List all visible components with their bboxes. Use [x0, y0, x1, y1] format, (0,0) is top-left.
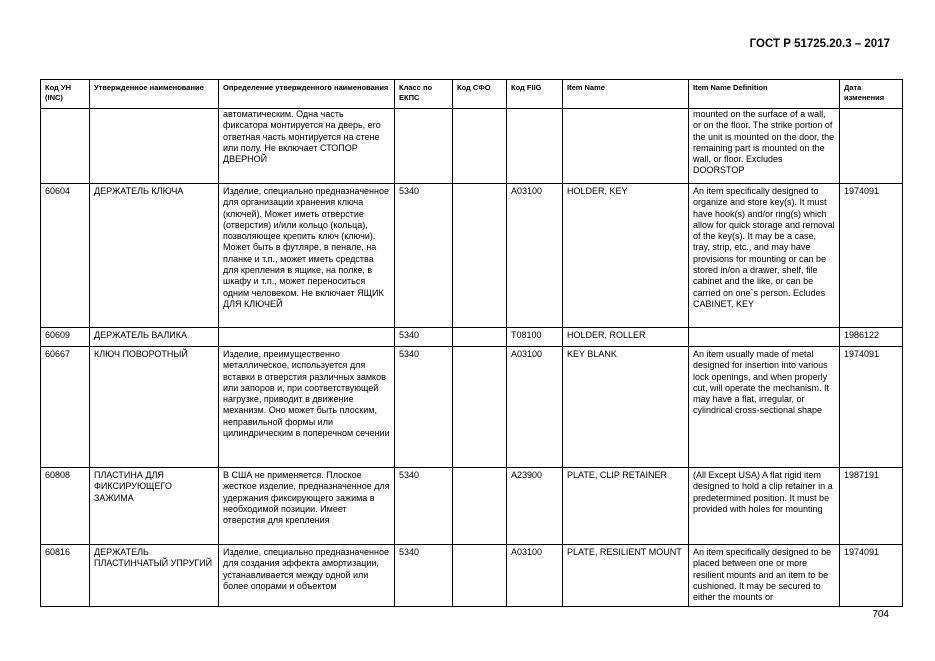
cell-item-definition: (All Except USA) A flat rigid item designed to hold a clip retainer in a predetermined position. It must be provided with holes for mounting	[689, 468, 840, 545]
cell-fiig: A03100	[507, 184, 563, 328]
cell-inc: 60604	[41, 184, 90, 328]
column-header-item-definition: Item Name Definition	[689, 80, 840, 109]
cell-inc: 60808	[41, 468, 90, 545]
table-row	[41, 328, 903, 347]
table-header-row	[41, 80, 903, 109]
cell-definition-ru: Изделие, специально предназначенное для создания эффекта амортизации, устанавливается между одной или более опорами и объектом	[219, 545, 395, 607]
column-header-name-ru: Утвержденное наименование	[90, 80, 219, 109]
cell-date: 1987191	[840, 468, 903, 545]
cell-item-definition: An item specifically designed to be placed between one or more resilient mounts and an item to be cushioned. It may be secured to either the mounts or	[689, 545, 840, 607]
cell-class: 5340	[395, 347, 453, 468]
cell-date	[840, 109, 903, 184]
cell-date: 1974091	[840, 347, 903, 468]
cell-item-definition	[689, 328, 840, 347]
cell-fiig: A23900	[507, 468, 563, 545]
document-number: ГОСТ Р 51725.20.3 – 2017	[749, 38, 890, 50]
column-header-item-name: Item Name	[563, 80, 689, 109]
cell-item-name: PLATE, CLIP RETAINER	[563, 468, 689, 545]
cell-sfo	[453, 184, 507, 328]
cell-inc: 60609	[41, 328, 90, 347]
table-row	[41, 545, 903, 607]
table-row	[41, 184, 903, 328]
cell-name-ru	[90, 109, 219, 184]
cell-name-ru: ПЛАСТИНА ДЛЯ ФИКСИРУЮЩЕГО ЗАЖИМА	[90, 468, 219, 545]
cell-definition-ru	[219, 328, 395, 347]
cell-name-ru: ДЕРЖАТЕЛЬ КЛЮЧА	[90, 184, 219, 328]
column-header-date: Дата изменения	[840, 80, 903, 109]
cell-fiig: A03100	[507, 347, 563, 468]
cell-inc: 60816	[41, 545, 90, 607]
column-header-class: Класс по ЕКПС	[395, 80, 453, 109]
cell-item-name: KEY BLANK	[563, 347, 689, 468]
cell-inc: 60667	[41, 347, 90, 468]
table-row	[41, 109, 903, 184]
cell-class: 5340	[395, 184, 453, 328]
column-header-fiig: Код FIIG	[507, 80, 563, 109]
cell-definition-ru: Изделие, специально предназначенное для организации хранения ключа (ключей). Может иметь отверстие (отверстия) и/или кольцо (кольца), позволяющее крепить ключ (ключи). Может быть в футляре, в пенале, на планке и т.п., может иметь средства для крепления в ящике, на полке, в шкафу и т.п., может переноситься одним человеком. Не включает ЯЩИК ДЛЯ КЛЮЧЕЙ	[219, 184, 395, 328]
cell-class	[395, 109, 453, 184]
table-row	[41, 347, 903, 468]
cell-class: 5340	[395, 328, 453, 347]
cell-item-definition: mounted on the surface of a wall, or on the floor. The strike portion of the unit is mounted on the door, the remaining part is mounted on the wall, or floor. Excludes DOORSTOP	[689, 109, 840, 184]
column-header-inc: Код УН (INC)	[41, 80, 90, 109]
cell-sfo	[453, 109, 507, 184]
column-header-sfo: Код СФО	[453, 80, 507, 109]
cell-sfo	[453, 328, 507, 347]
cell-item-definition: An item specifically designed to organize and store key(s). It must have hook(s) and/or ring(s) which allow for quick storage and removal of the key(s). It may be a case, tray, strip, etc., and may have provisions for mounting or can be stored in/on a drawer, shelf, file cabinet and the like, or can be carried on one`s person. Ecludes CABINET, KEY	[689, 184, 840, 328]
cell-name-ru: ДЕРЖАТЕЛЬ ВАЛИКА	[90, 328, 219, 347]
cell-definition-ru: автоматическим. Одна часть фиксатора монтируется на дверь, его ответная часть монтируется на стене или полу. Не включает СТОПОР ДВЕРНОЙ	[219, 109, 395, 184]
cell-item-name: PLATE, RESILIENT MOUNT	[563, 545, 689, 607]
column-header-definition-ru: Определение утвержденного наименования	[219, 80, 395, 109]
cell-fiig	[507, 109, 563, 184]
cell-definition-ru: Изделие, преимущественно металлическое, используется для вставки в отверстия различных замков или запоров и, при соответствующей нагрузке, приводит в движение механизм. Оно может быть плоским, неправильной формы или цилиндрическим в поперечном сечении	[219, 347, 395, 468]
cell-sfo	[453, 468, 507, 545]
catalog-table	[40, 79, 903, 607]
cell-item-name	[563, 109, 689, 184]
cell-class: 5340	[395, 468, 453, 545]
cell-name-ru: КЛЮЧ ПОВОРОТНЫЙ	[90, 347, 219, 468]
cell-date: 1986122	[840, 328, 903, 347]
cell-definition-ru: В США не применяется. Плоское жесткое изделие, предназначенное для удержания фиксирующего зажима в необходимой позиции. Имеет отверстия для крепления	[219, 468, 395, 545]
cell-sfo	[453, 545, 507, 607]
page-number: 704	[872, 609, 889, 620]
cell-inc	[41, 109, 90, 184]
cell-item-name: HOLDER, KEY	[563, 184, 689, 328]
cell-class: 5340	[395, 545, 453, 607]
cell-name-ru: ДЕРЖАТЕЛЬ ПЛАСТИНЧАТЫЙ УПРУГИЙ	[90, 545, 219, 607]
cell-sfo	[453, 347, 507, 468]
cell-date: 1974091	[840, 545, 903, 607]
cell-fiig: A03100	[507, 545, 563, 607]
cell-item-name: HOLDER, ROLLER	[563, 328, 689, 347]
table-row	[41, 468, 903, 545]
cell-fiig: T08100	[507, 328, 563, 347]
cell-item-definition: An item usually made of metal designed for insertion into various lock openings, and when properly cut, will operate the mechanism. It may have a flat, irregular, or cylindrical cross-sectional shape	[689, 347, 840, 468]
cell-date: 1974091	[840, 184, 903, 328]
